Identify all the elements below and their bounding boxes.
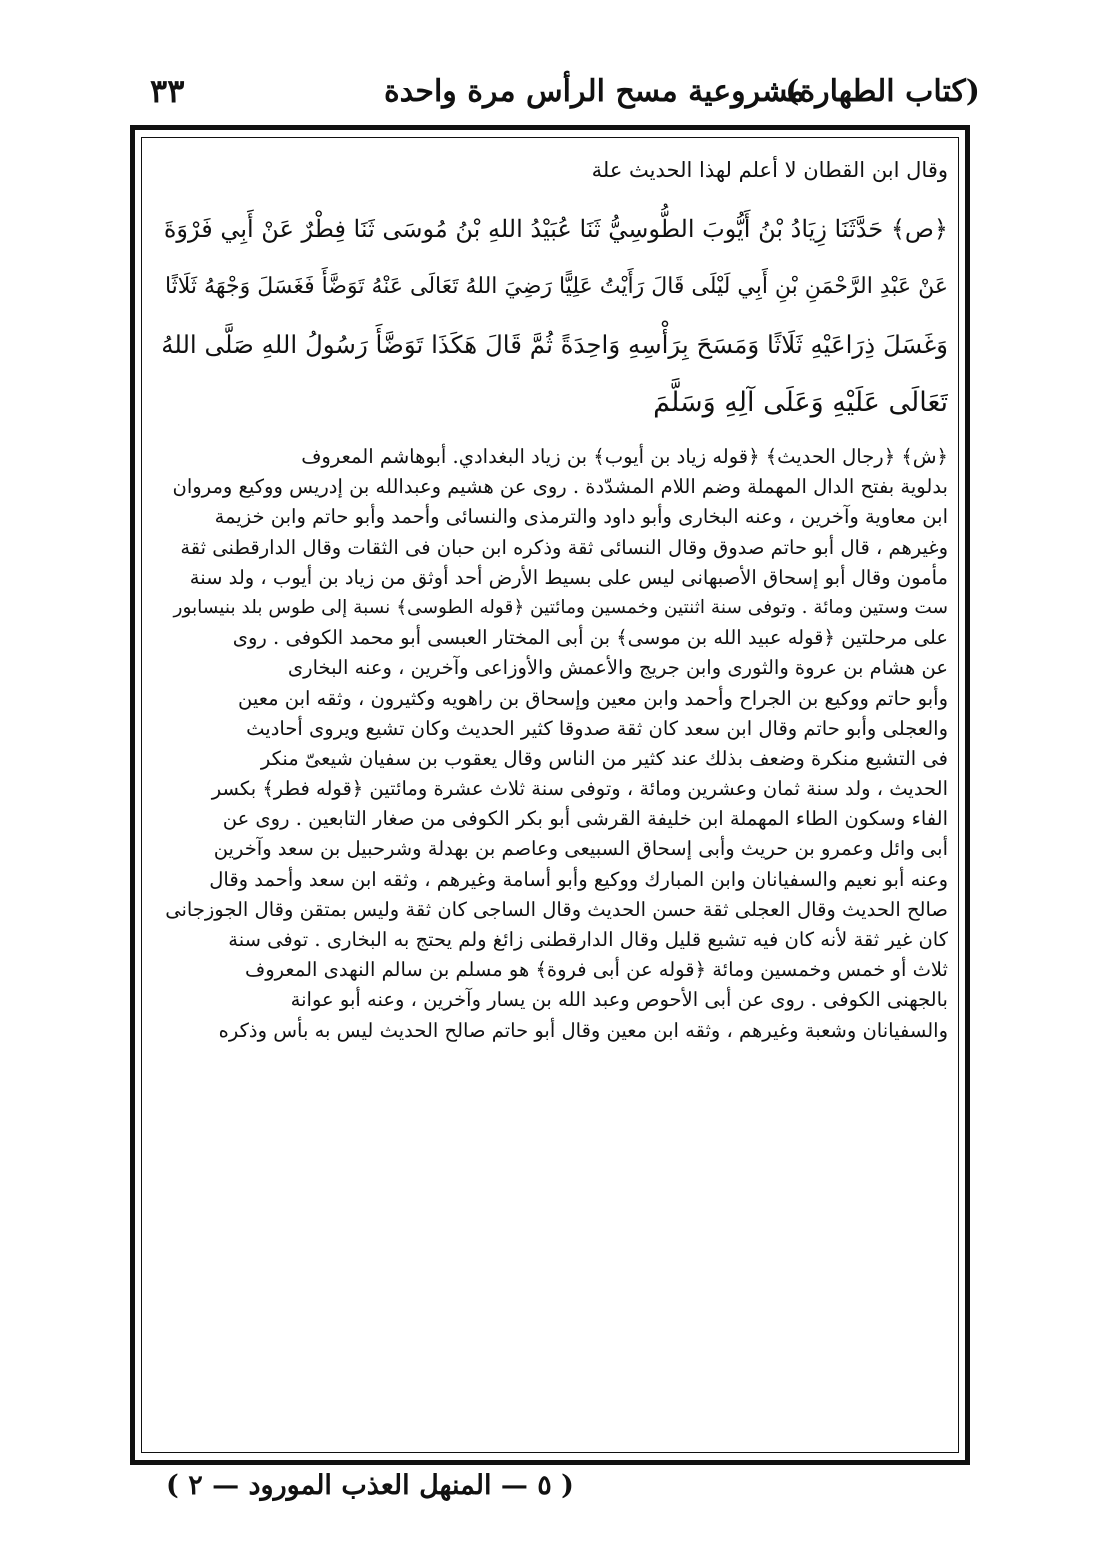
commentary-line: ابن معاوية وآخرين ، وعنه البخارى وأبو داود والترمذى والنسائى وأحمد وأبو حاتم وابن خزيمة — [214, 505, 948, 529]
commentary-line: بدلوية بفتح الدال المهملة وضم اللام المشدّدة . روى عن هشيم وعبدالله بن إدريس ووكيع ومروان — [172, 475, 948, 499]
commentary-line: أبى وائل وعمرو بن حريث وأبى إسحاق السبيعى وعاصم بن بهدلة وشرحبيل بن سعد وآخرين — [213, 837, 948, 861]
commentary-line: صالح الحديث وقال العجلى ثقة حسن الحديث وقال الساجى كان ثقة وليس بمتقن وقال الجوزجانى — [165, 897, 948, 921]
commentary-line: بالجهنى الكوفى . روى عن أبى الأحوص وعبد الله بن يسار وآخرين ، وعنه أبو عوانة — [290, 988, 948, 1012]
commentary-line: والسفيانان وشعبة وغيرهم ، وثقه ابن معين وقال أبو حاتم صالح الحديث ليس به بأس وذكره — [218, 1018, 948, 1042]
page-number: ٣٣ — [150, 72, 185, 110]
volume-footer: ( ٥ — المنهل العذب المورود — ٢ ) — [166, 1470, 574, 1501]
commentary-line: عن هشام بن عروة والثورى وابن جريج والأعمش والأوزاعى وآخرين ، وعنه البخارى — [287, 656, 948, 680]
commentary-text — [158, 442, 948, 1046]
hadith-line: ﴿ص﴾ حَدَّثَنَا زِيَادُ بْنُ أَيُّوبَ الطُّوسِيُّ ثَنَا عُبَيْدُ اللهِ بْنُ مُوسَى ثَنَا فِطْرٌ عَنْ أَبِي فَرْوَةَ — [163, 215, 948, 243]
book-section-title: (كتاب الطهارة) — [785, 74, 980, 109]
commentary-line: الفاء وسكون الطاء المهملة ابن خليفة القرشى أبو بكر الكوفى من صغار التابعين . روى عن — [222, 807, 948, 831]
commentary-line: كان غير ثقة لأنه كان فيه تشيع قليل وقال الدارقطنى زائغ ولم يحتج به البخارى . توفى سنة — [228, 928, 948, 951]
commentary-line: فى التشيع منكرة وضعف بذلك عند كثير من الناس وقال يعقوب بن سفيان شيعىّ منكر — [260, 746, 948, 770]
hadith-text — [158, 200, 948, 432]
intro-line: وقال ابن القطان لا أعلم لهذا الحديث علة — [591, 158, 948, 182]
commentary-line: وعنه أبو نعيم والسفيانان وابن المبارك ووكيع وأبو أسامة وغيرهم ، وثقه ابن سعد وأحمد وقال — [209, 867, 948, 891]
commentary-line: على مرحلتين ﴿قوله عبيد الله بن موسى﴾ بن أبى المختار العبسى أبو محمد الكوفى . روى — [232, 626, 948, 650]
hadith-line: وَغَسَلَ ذِرَاعَيْهِ ثَلَاثًا وَمَسَحَ بِرَأْسِهِ وَاحِدَةً ثُمَّ قَالَ هَكَذَا تَوَضَّأَ رَسُولُ اللهِ صَلَّى اللهُ — [161, 330, 948, 359]
commentary-line: ست وستين ومائة . وتوفى سنة اثنتين وخمسين ومائتين ﴿قوله الطوسى﴾ نسبة إلى طوس بلد بنيسابور — [173, 596, 948, 618]
running-header — [150, 70, 980, 120]
hadith-line: عَنْ عَبْدِ الرَّحْمَنِ بْنِ أَبِي لَيْلَى قَالَ رَأَيْتُ عَلِيًّا رَضِيَ اللهُ تَعَالَى عَنْهُ تَوَضَّأَ فَغَسَلَ وَجْهَهُ ثَلَاثًا — [164, 274, 948, 299]
hadith-line: تَعَالَى عَلَيْهِ وَعَلَى آلِهِ وَسَلَّمَ — [653, 387, 948, 418]
page-body — [158, 150, 948, 1450]
commentary-line: الحديث ، ولد سنة ثمان وعشرين ومائة ، وتوفى سنة ثلاث عشرة ومائتين ﴿قوله فطر﴾ بكسر — [211, 777, 948, 801]
commentary-line: ثلاث أو خمس وخمسين ومائة ﴿قوله عن أبى فروة﴾ هو مسلم بن سالم النهدى المعروف — [245, 958, 948, 982]
commentary-line: والعجلى وأبو حاتم وقال ابن سعد كان ثقة صدوقا كثير الحديث وكان تشيع ويروى أحاديث — [246, 716, 948, 740]
commentary-line: وغيرهم ، قال أبو حاتم صدوق وقال النسائى ثقة وذكره ابن حبان فى الثقات وقال الدارقطنى ثقة — [180, 535, 948, 559]
commentary-line: مأمون وقال أبو إسحاق الأصبهانى ليس على بسيط الأرض أحد أوثق من زياد بن أيوب ، ولد سنة — [189, 565, 948, 589]
commentary-line: وأبو حاتم ووكيع بن الجراح وأحمد وابن معين وإسحاق بن راهويه وكثيرون ، وثقه ابن معين — [237, 686, 948, 710]
chapter-topic-title: مشروعية مسح الرأس مرة واحدة — [383, 74, 805, 109]
commentary-line: ﴿ش﴾ ﴿رجال الحديث﴾ ﴿قوله زياد بن أيوب﴾ بن زياد البغدادي. أبوهاشم المعروف — [301, 445, 948, 468]
